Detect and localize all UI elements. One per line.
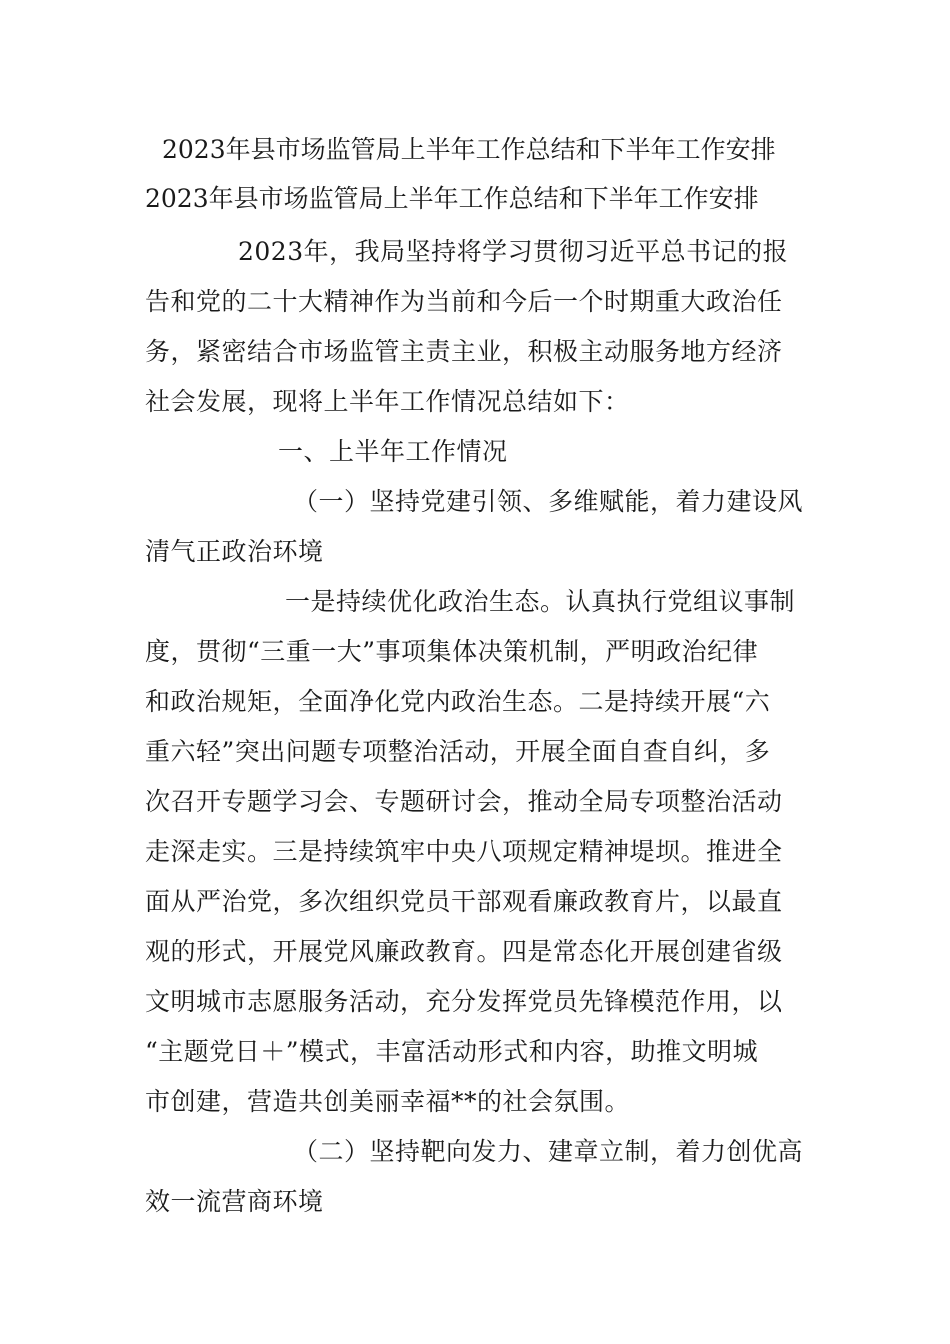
body-paragraph-line: 走深走实。三是持续筑牢中央八项规定精神堤坝。推进全 (145, 837, 783, 866)
body-paragraph-line: 次召开专题学习会、专题研讨会，推动全局专项整治活动 (145, 787, 783, 816)
body-paragraph-line: 市创建，营造共创美丽幸福**的社会氛围。 (145, 1087, 631, 1116)
body-paragraph-line: 观的形式，开展党风廉政教育。四是常态化开展创建省级 (145, 937, 783, 966)
subsection-heading-line: 清气正政治环境 (145, 537, 324, 566)
intro-paragraph-line: 2023年，我局坚持将学习贯彻习近平总书记的报 (238, 237, 789, 266)
body-paragraph-line: 度，贯彻“三重一大”事项集体决策机制，严明政治纪律 (145, 637, 759, 666)
subsection-heading-line: （一）坚持党建引领、多维赋能，着力建设风 (293, 487, 804, 516)
intro-paragraph-line: 告和党的二十大精神作为当前和今后一个时期重大政治任 (145, 287, 783, 316)
subsection-heading-line: 效一流营商环境 (145, 1187, 324, 1216)
intro-paragraph-line: 务，紧密结合市场监管主责主业，积极主动服务地方经济 (145, 337, 783, 366)
body-paragraph-line: 文明城市志愿服务活动，充分发挥党员先锋模范作用，以 (145, 987, 783, 1016)
section-heading: 一、上半年工作情况 (278, 437, 508, 466)
body-paragraph-line: 和政治规矩，全面净化党内政治生态。二是持续开展“六 (145, 687, 771, 716)
document-title: 2023年县市场监管局上半年工作总结和下半年工作安排 (162, 135, 776, 164)
intro-paragraph-line: 社会发展，现将上半年工作情况总结如下： (145, 387, 630, 416)
subsection-heading-line: （二）坚持靶向发力、建章立制，着力创优高 (293, 1137, 804, 1166)
body-paragraph-line: 重六轻”突出问题专项整治活动，开展全面自查自纠，多 (145, 737, 771, 766)
body-paragraph-line: 面从严治党，多次组织党员干部观看廉政教育片，以最直 (145, 887, 783, 916)
body-paragraph-line: 一是持续优化政治生态。认真执行党组议事制 (285, 587, 796, 616)
body-paragraph-line: “主题党日＋”模式，丰富活动形式和内容，助推文明城 (145, 1037, 759, 1066)
document-title-repeat: 2023年县市场监管局上半年工作总结和下半年工作安排 (145, 184, 759, 213)
